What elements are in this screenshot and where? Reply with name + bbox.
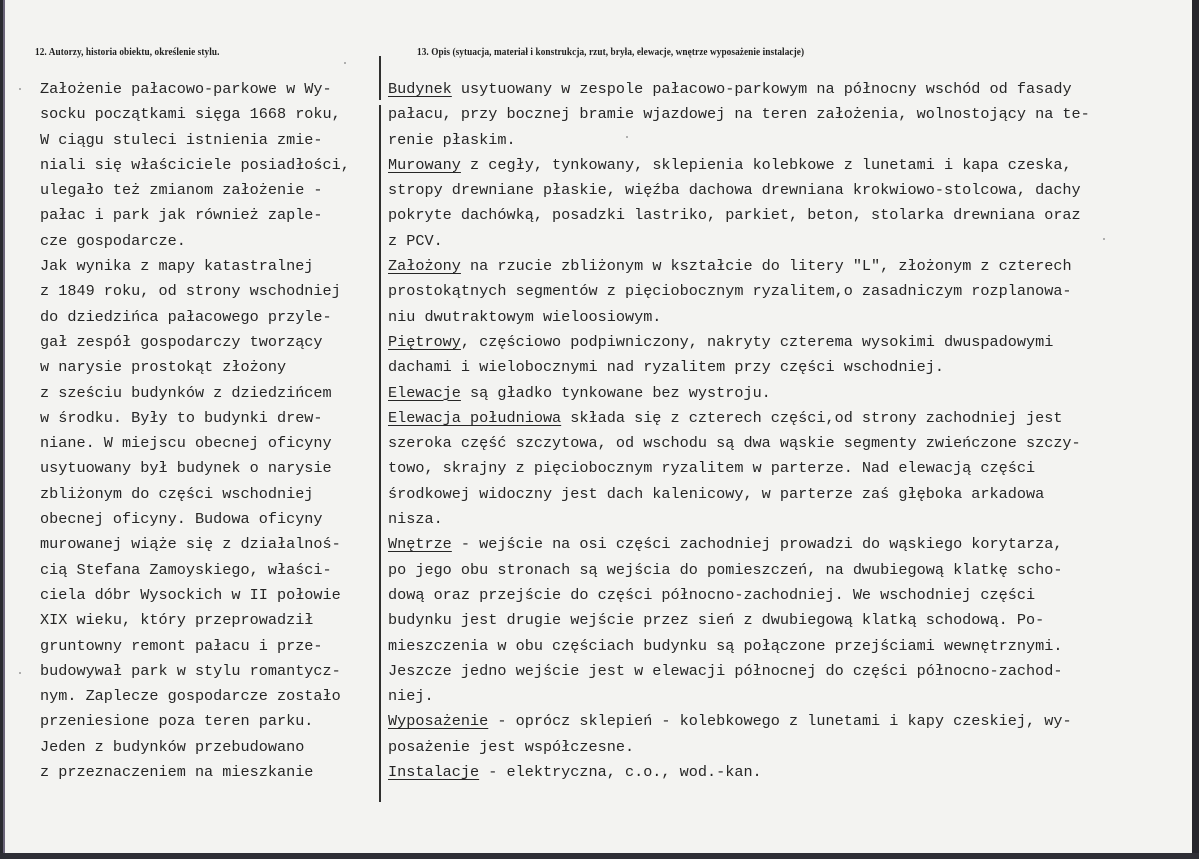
description-text-line	[388, 583, 1090, 608]
description-text: towo, skrajny z pięciobocznym ryzalitem w parterze. Nad elewacją części	[388, 459, 1036, 478]
paper-speck	[19, 88, 21, 90]
column-divider	[379, 56, 381, 802]
description-column	[388, 77, 1090, 785]
description-text-line	[388, 381, 1090, 406]
description-text: Jeszcze jedno wejście jest w elewacji północnej do części północno-zachod-	[388, 661, 1063, 680]
section-13-heading: 13. Opis (sytuacja, materiał i konstrukcja, rzut, bryła, elewacje, wnętrze wyposażenie instalacje)	[417, 47, 805, 58]
section-keyword: Elewacja południowa	[388, 408, 562, 427]
description-text: z cegły, tynkowany, sklepienia kolebkowe z lunetami i kapa czeska,	[460, 155, 1072, 174]
history-text-line: ulegało też zmianom założenie -	[40, 181, 323, 200]
history-text-line: cią Stefana Zamoyskiego, właści-	[40, 560, 332, 579]
history-text-line: zbliżonym do części wschodniej	[40, 484, 314, 503]
description-text-line	[388, 406, 1090, 431]
history-text-line: gał zespół gospodarczy tworzący	[40, 332, 323, 351]
scan-edge-bottom	[0, 853, 1199, 859]
description-text-line	[388, 153, 1090, 178]
description-text: po jego obu stronach są wejścia do pomieszczeń, na dwubiegową klatkę scho-	[388, 560, 1063, 579]
section-12-heading: 12. Autorzy, historia obiektu, określenie stylu.	[35, 47, 220, 58]
scan-edge-right	[1192, 0, 1199, 859]
description-text-line	[388, 102, 1090, 127]
description-text: - wejście na osi części zachodniej prowadzi do wąskiego korytarza,	[451, 535, 1063, 554]
description-text: - oprócz sklepień - kolebkowego z lunetami i kapy czeskiej, wy-	[488, 712, 1072, 731]
description-text: środkowej widoczny jest dach kalenicowy, w parterze zaś głęboka arkadowa	[388, 484, 1045, 503]
section-keyword: Wnętrze	[388, 535, 452, 554]
description-text-line	[388, 760, 1090, 785]
history-text-line: pałac i park jak również zaple-	[40, 206, 323, 225]
description-text: szeroka część szczytowa, od wschodu są dwa wąskie segmenty zwieńczone szczy-	[388, 434, 1081, 453]
history-text-line: w środku. Były to budynki drew-	[40, 408, 323, 427]
document-page	[3, 0, 1194, 853]
description-text-line	[388, 482, 1090, 507]
paper-speck	[1103, 238, 1105, 240]
history-text-line: Jak wynika z mapy katastralnej	[40, 257, 314, 276]
history-text-line: Jeden z budynków przebudowano	[40, 737, 305, 756]
history-text-line: nym. Zaplecze gospodarcze zostało	[40, 687, 341, 706]
description-text: posażenie jest współczesne.	[388, 737, 635, 756]
history-text-line: murowanej wiąże się z działalnoś-	[40, 535, 341, 554]
section-keyword: Założony	[388, 257, 461, 276]
description-text: nisza.	[388, 510, 443, 529]
description-text-line	[388, 684, 1090, 709]
description-text-line	[388, 659, 1090, 684]
description-text: na rzucie zbliżonym w kształcie do litery "L", złożonym z czterech	[460, 257, 1072, 276]
description-text: składa się z czterech części,od strony zachodniej jest	[561, 408, 1063, 427]
description-text: usytuowany w zespole pałacowo-parkowym na północny wschód od fasady	[451, 80, 1072, 98]
description-text-line	[388, 507, 1090, 532]
description-text-line	[388, 456, 1090, 481]
history-text-line: usytuowany był budynek o narysie	[40, 459, 332, 478]
history-text-line: ciela dóbr Wysockich w II połowie	[40, 585, 341, 604]
section-keyword: Piętrowy	[388, 332, 461, 351]
description-text: - elektryczna, c.o., wod.-kan.	[479, 763, 762, 782]
section-keyword: Budynek	[388, 80, 452, 98]
paper-speck	[19, 672, 21, 674]
section-keyword: Elewacje	[388, 383, 461, 402]
description-text-line	[388, 634, 1090, 659]
description-text: , częściowo podpiwniczony, nakryty czterema wysokimi dwuspadowymi	[460, 332, 1054, 351]
history-text-line: niane. W miejscu obecnej oficyny	[40, 434, 332, 453]
paper-speck	[626, 136, 628, 138]
section-keyword: Instalacje	[388, 763, 480, 782]
description-text: niej.	[388, 687, 434, 706]
description-text-line	[388, 735, 1090, 760]
history-text-line: z sześciu budynków z dziedzińcem	[40, 383, 332, 402]
description-text: prostokątnych segmentów z pięciobocznym ryzalitem,o zasadniczym rozplanowa-	[388, 282, 1072, 301]
history-text-line: XIX wieku, który przeprowadził	[40, 611, 314, 630]
history-text-line: z przeznaczeniem na mieszkanie	[40, 763, 314, 782]
description-text-line	[388, 254, 1090, 279]
description-text: z PCV.	[388, 231, 443, 250]
description-text: budynku jest drugie wejście przez sień z dwubiegową klatką schodową. Po-	[388, 611, 1045, 630]
description-text-line	[388, 355, 1090, 380]
description-text-line	[388, 229, 1090, 254]
description-text-line	[388, 305, 1090, 330]
description-text-line	[388, 330, 1090, 355]
description-text-line	[388, 77, 1090, 102]
description-text: są gładko tynkowane bez wystroju.	[460, 383, 771, 402]
description-text-line	[388, 608, 1090, 633]
section-keyword: Wyposażenie	[388, 712, 489, 731]
description-text: mieszczenia w obu częściach budynku są połączone przejściami wewnętrznymi.	[388, 636, 1063, 655]
history-text-line: obecnej oficyny. Budowa oficyny	[40, 510, 323, 529]
description-text: niu dwutraktowym wieloosiowym.	[388, 307, 662, 326]
description-text-line	[388, 128, 1090, 153]
divider-gap	[379, 100, 381, 105]
description-text: dową oraz przejście do części północno-zachodniej. We wschodniej części	[388, 585, 1036, 604]
paper-speck	[344, 62, 346, 64]
description-text-line	[388, 709, 1090, 734]
history-text-line: gruntowny remont pałacu i prze-	[40, 636, 323, 655]
description-text-line	[388, 558, 1090, 583]
history-text-line: do dziedzińca pałacowego przyle-	[40, 307, 332, 326]
history-text-line: niali się właściciele posiadłości,	[40, 155, 350, 174]
description-text-line	[388, 203, 1090, 228]
description-text: renie płaskim.	[388, 130, 516, 149]
history-text-line: Założenie pałacowo-parkowe w Wy-	[40, 80, 332, 98]
history-text-line: cze gospodarcze.	[40, 231, 186, 250]
history-text-line: w narysie prostokąt złożony	[40, 358, 287, 377]
description-text: pokryte dachówką, posadzki lastriko, parkiet, beton, stolarka drewniana oraz	[388, 206, 1081, 225]
history-text-line: W ciągu stuleci istnienia zmie-	[40, 130, 323, 149]
description-text: dachami i wielobocznymi nad ryzalitem przy części wschodniej.	[388, 358, 944, 377]
history-text-line: z 1849 roku, od strony wschodniej	[40, 282, 341, 301]
section-keyword: Murowany	[388, 155, 461, 174]
description-text: pałacu, przy bocznej bramie wjazdowej na teren założenia, wolnostojący na te-	[388, 105, 1090, 124]
history-column	[40, 77, 350, 785]
description-text-line	[388, 532, 1090, 557]
history-text-line: socku początkami sięga 1668 roku,	[40, 105, 341, 124]
description-text: stropy drewniane płaskie, więźba dachowa drewniana krokwiowo-stolcowa, dachy	[388, 181, 1081, 200]
description-text-line	[388, 431, 1090, 456]
description-text-line	[388, 178, 1090, 203]
history-text-line: przeniesione poza teren parku.	[40, 712, 314, 731]
history-text-line: budowywał park w stylu romantycz-	[40, 661, 341, 680]
description-text-line	[388, 279, 1090, 304]
